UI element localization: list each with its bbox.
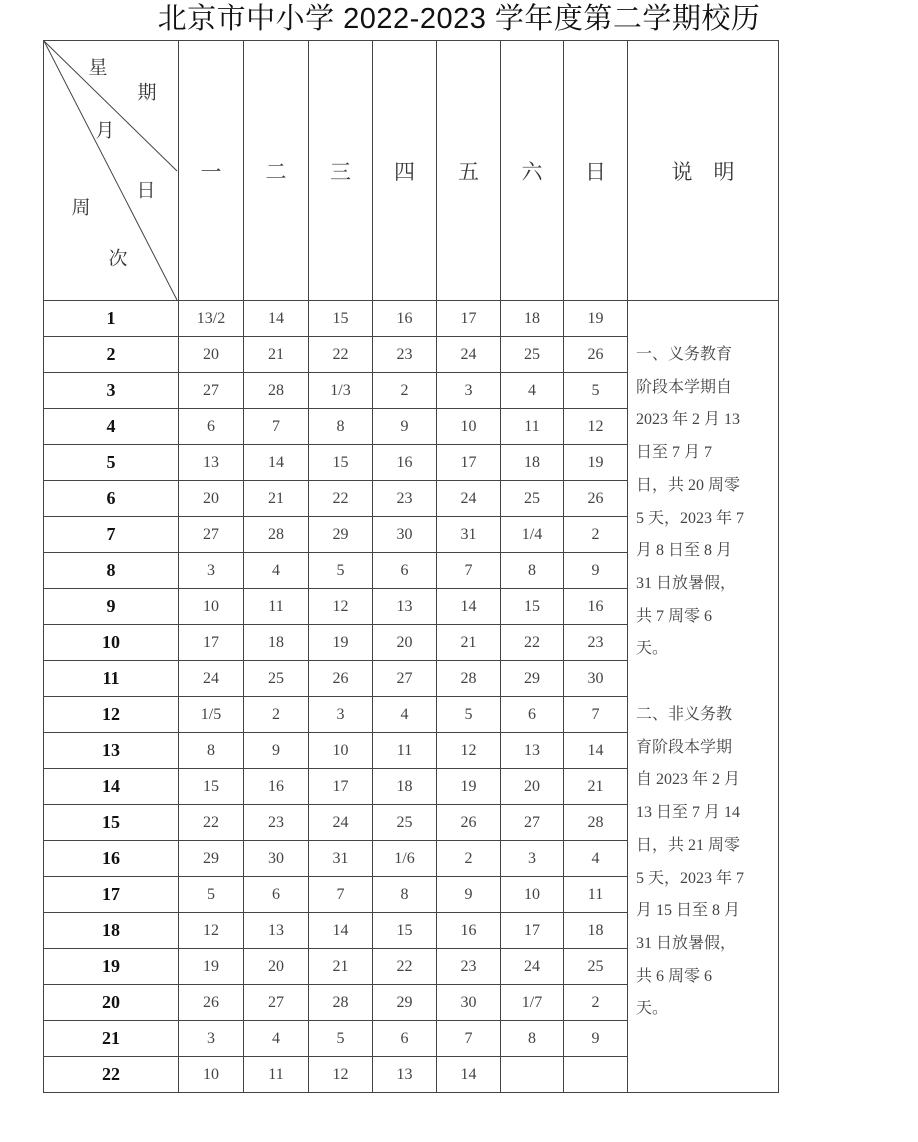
date-cell: 22 xyxy=(179,805,244,841)
date-cell: 20 xyxy=(244,949,309,985)
date-cell: 24 xyxy=(501,949,564,985)
date-cell: 5 xyxy=(564,373,628,409)
weekday-header-mon: 一 xyxy=(179,41,244,301)
date-cell: 16 xyxy=(373,445,437,481)
date-cell: 27 xyxy=(244,985,309,1021)
date-cell: 29 xyxy=(309,517,373,553)
date-cell: 13 xyxy=(244,913,309,949)
date-cell: 20 xyxy=(501,769,564,805)
date-cell: 24 xyxy=(179,661,244,697)
date-cell: 14 xyxy=(244,445,309,481)
date-cell: 30 xyxy=(564,661,628,697)
date-cell: 13 xyxy=(373,1057,437,1093)
date-cell: 2 xyxy=(564,517,628,553)
week-number: 8 xyxy=(44,553,179,589)
date-cell: 11 xyxy=(373,733,437,769)
date-cell: 19 xyxy=(437,769,501,805)
date-cell: 30 xyxy=(244,841,309,877)
note-line: 共 6 周零 6 xyxy=(636,967,713,985)
date-cell: 16 xyxy=(437,913,501,949)
date-cell: 23 xyxy=(437,949,501,985)
date-cell: 27 xyxy=(179,517,244,553)
date-cell: 17 xyxy=(179,625,244,661)
date-cell: 3 xyxy=(179,1021,244,1057)
school-calendar-table xyxy=(43,40,779,1093)
date-cell: 9 xyxy=(564,1021,628,1057)
date-cell: 12 xyxy=(564,409,628,445)
date-cell: 1/3 xyxy=(309,373,373,409)
date-cell: 21 xyxy=(309,949,373,985)
date-cell: 25 xyxy=(501,481,564,517)
date-cell: 19 xyxy=(179,949,244,985)
date-cell: 3 xyxy=(501,841,564,877)
note-line: 13 日至 7 月 14 xyxy=(636,804,741,822)
date-cell: 6 xyxy=(373,553,437,589)
date-cell: 28 xyxy=(244,373,309,409)
date-cell: 8 xyxy=(501,1021,564,1057)
weekday-header-thu: 四 xyxy=(373,41,437,301)
date-cell: 23 xyxy=(373,481,437,517)
weekday-header-tue: 二 xyxy=(244,41,309,301)
date-cell: 8 xyxy=(179,733,244,769)
date-cell: 20 xyxy=(179,337,244,373)
date-cell: 29 xyxy=(501,661,564,697)
date-cell: 10 xyxy=(179,589,244,625)
date-cell: 22 xyxy=(309,337,373,373)
date-cell: 27 xyxy=(373,661,437,697)
date-cell: 15 xyxy=(179,769,244,805)
date-cell: 10 xyxy=(501,877,564,913)
date-cell: 2 xyxy=(244,697,309,733)
date-cell: 16 xyxy=(564,589,628,625)
date-cell: 30 xyxy=(437,985,501,1021)
date-cell: 6 xyxy=(244,877,309,913)
date-cell: 3 xyxy=(179,553,244,589)
date-cell: 18 xyxy=(373,769,437,805)
week-number: 22 xyxy=(44,1057,179,1093)
date-cell: 25 xyxy=(501,337,564,373)
date-cell: 22 xyxy=(373,949,437,985)
date-cell: 28 xyxy=(437,661,501,697)
date-cell: 31 xyxy=(437,517,501,553)
date-cell: 11 xyxy=(244,589,309,625)
date-cell: 4 xyxy=(244,1021,309,1057)
date-cell: 28 xyxy=(244,517,309,553)
note-line: 天。 xyxy=(636,640,669,658)
date-cell: 26 xyxy=(564,337,628,373)
date-cell: 4 xyxy=(244,553,309,589)
note-line: 日，共 20 周零 xyxy=(636,476,741,494)
date-cell: 24 xyxy=(309,805,373,841)
corner-label-ci: 次 xyxy=(108,248,128,270)
date-cell: 23 xyxy=(373,337,437,373)
date-cell: 1/5 xyxy=(179,697,244,733)
date-cell: 18 xyxy=(501,301,564,337)
date-cell: 5 xyxy=(309,553,373,589)
date-cell: 7 xyxy=(437,553,501,589)
date-cell: 15 xyxy=(309,445,373,481)
date-cell: 15 xyxy=(373,913,437,949)
week-number: 3 xyxy=(44,373,179,409)
date-cell: 23 xyxy=(244,805,309,841)
date-cell: 1/6 xyxy=(373,841,437,877)
weekday-header-sat: 六 xyxy=(501,41,564,301)
date-cell: 28 xyxy=(309,985,373,1021)
date-cell: 13 xyxy=(501,733,564,769)
date-cell: 16 xyxy=(373,301,437,337)
note-line: 自 2023 年 2 月 xyxy=(636,771,741,789)
week-number: 7 xyxy=(44,517,179,553)
date-cell: 15 xyxy=(309,301,373,337)
date-cell: 14 xyxy=(437,589,501,625)
date-cell: 10 xyxy=(437,409,501,445)
week-number: 4 xyxy=(44,409,179,445)
date-cell: 14 xyxy=(309,913,373,949)
week-number: 13 xyxy=(44,733,179,769)
date-cell: 11 xyxy=(244,1057,309,1093)
date-cell: 10 xyxy=(179,1057,244,1093)
date-cell xyxy=(564,1057,628,1093)
week-number: 10 xyxy=(44,625,179,661)
date-cell: 4 xyxy=(373,697,437,733)
date-cell: 18 xyxy=(244,625,309,661)
date-cell: 1/7 xyxy=(501,985,564,1021)
date-cell: 26 xyxy=(179,985,244,1021)
date-cell: 12 xyxy=(309,589,373,625)
note-compulsory xyxy=(636,339,778,666)
note-line: 育阶段本学期 xyxy=(636,738,733,756)
week-number: 21 xyxy=(44,1021,179,1057)
note-line: 日至 7 月 7 xyxy=(636,444,713,462)
date-cell: 17 xyxy=(437,445,501,481)
note-line: 31 日放暑假， xyxy=(636,574,737,592)
date-cell: 6 xyxy=(501,697,564,733)
date-cell: 13/2 xyxy=(179,301,244,337)
note-line: 日，共 21 周零 xyxy=(636,836,741,854)
date-cell: 27 xyxy=(501,805,564,841)
date-cell: 4 xyxy=(501,373,564,409)
date-cell: 16 xyxy=(244,769,309,805)
note-line: 5 天，2023 年 7 xyxy=(636,509,745,527)
note-line: 二、非义务教 xyxy=(636,706,733,724)
date-cell: 2 xyxy=(437,841,501,877)
date-cell: 6 xyxy=(373,1021,437,1057)
date-cell: 9 xyxy=(437,877,501,913)
date-cell: 7 xyxy=(309,877,373,913)
note-line: 月 8 日至 8 月 xyxy=(636,542,733,560)
date-cell xyxy=(501,1057,564,1093)
date-cell: 22 xyxy=(309,481,373,517)
date-cell: 24 xyxy=(437,337,501,373)
date-cell: 17 xyxy=(501,913,564,949)
date-cell: 30 xyxy=(373,517,437,553)
corner-label-xing: 星 xyxy=(88,57,108,79)
date-cell: 25 xyxy=(373,805,437,841)
note-line: 一、义务教育 xyxy=(636,346,733,363)
date-cell: 19 xyxy=(309,625,373,661)
date-cell: 18 xyxy=(564,913,628,949)
week-number: 16 xyxy=(44,841,179,877)
date-cell: 12 xyxy=(309,1057,373,1093)
date-cell: 19 xyxy=(564,301,628,337)
week-number: 19 xyxy=(44,949,179,985)
date-cell: 25 xyxy=(564,949,628,985)
date-cell: 22 xyxy=(501,625,564,661)
date-cell: 1/4 xyxy=(501,517,564,553)
date-cell: 12 xyxy=(437,733,501,769)
corner-label-ri: 日 xyxy=(136,180,156,202)
corner-header-cell xyxy=(44,41,179,301)
week-number: 12 xyxy=(44,697,179,733)
weekday-header-sun: 日 xyxy=(564,41,628,301)
date-cell: 13 xyxy=(179,445,244,481)
date-cell: 14 xyxy=(564,733,628,769)
notes-cell xyxy=(628,301,779,1093)
date-cell: 14 xyxy=(437,1057,501,1093)
week-number: 15 xyxy=(44,805,179,841)
week-number: 9 xyxy=(44,589,179,625)
date-cell: 8 xyxy=(501,553,564,589)
date-cell: 7 xyxy=(244,409,309,445)
date-cell: 3 xyxy=(309,697,373,733)
corner-label-qi: 期 xyxy=(137,82,157,104)
date-cell: 15 xyxy=(501,589,564,625)
date-cell: 28 xyxy=(564,805,628,841)
date-cell: 9 xyxy=(244,733,309,769)
week-number: 1 xyxy=(44,301,179,337)
week-number: 14 xyxy=(44,769,179,805)
page-title: 北京市中小学 2022-2023 学年度第二学期校历 xyxy=(157,3,761,35)
week-number: 5 xyxy=(44,445,179,481)
date-cell: 21 xyxy=(244,481,309,517)
note-line: 2023 年 2 月 13 xyxy=(636,411,741,429)
note-non-compulsory xyxy=(636,699,778,1026)
date-cell: 29 xyxy=(179,841,244,877)
week-number: 6 xyxy=(44,481,179,517)
week-number: 11 xyxy=(44,661,179,697)
date-cell: 9 xyxy=(373,409,437,445)
date-cell: 5 xyxy=(179,877,244,913)
note-line: 阶段本学期自 xyxy=(636,378,733,396)
date-cell: 2 xyxy=(373,373,437,409)
date-cell: 21 xyxy=(564,769,628,805)
date-cell: 11 xyxy=(564,877,628,913)
date-cell: 4 xyxy=(564,841,628,877)
week-number: 20 xyxy=(44,985,179,1021)
week-row xyxy=(44,301,779,337)
date-cell: 17 xyxy=(309,769,373,805)
note-line: 31 日放暑假， xyxy=(636,934,737,952)
date-cell: 26 xyxy=(564,481,628,517)
corner-label-yue: 月 xyxy=(95,120,115,142)
date-cell: 17 xyxy=(437,301,501,337)
date-cell: 5 xyxy=(309,1021,373,1057)
date-cell: 6 xyxy=(179,409,244,445)
date-cell: 10 xyxy=(309,733,373,769)
date-cell: 7 xyxy=(437,1021,501,1057)
note-line: 天。 xyxy=(636,1000,669,1018)
date-cell: 8 xyxy=(309,409,373,445)
date-cell: 26 xyxy=(437,805,501,841)
note-line: 共 7 周零 6 xyxy=(636,607,713,625)
date-cell: 20 xyxy=(179,481,244,517)
week-number: 2 xyxy=(44,337,179,373)
header-row xyxy=(44,41,779,301)
date-cell: 18 xyxy=(501,445,564,481)
weekday-header-wed: 三 xyxy=(309,41,373,301)
date-cell: 29 xyxy=(373,985,437,1021)
week-number: 18 xyxy=(44,913,179,949)
date-cell: 2 xyxy=(564,985,628,1021)
date-cell: 23 xyxy=(564,625,628,661)
week-number: 17 xyxy=(44,877,179,913)
date-cell: 25 xyxy=(244,661,309,697)
weekday-header-fri: 五 xyxy=(437,41,501,301)
date-cell: 20 xyxy=(373,625,437,661)
corner-label-zhou: 周 xyxy=(71,197,91,219)
note-line: 月 15 日至 8 月 xyxy=(636,902,741,920)
date-cell: 14 xyxy=(244,301,309,337)
note-line: 5 天，2023 年 7 xyxy=(636,869,745,887)
date-cell: 27 xyxy=(179,373,244,409)
date-cell: 3 xyxy=(437,373,501,409)
date-cell: 19 xyxy=(564,445,628,481)
date-cell: 11 xyxy=(501,409,564,445)
date-cell: 21 xyxy=(437,625,501,661)
notes-header: 说 明 xyxy=(628,41,779,301)
date-cell: 12 xyxy=(179,913,244,949)
date-cell: 8 xyxy=(373,877,437,913)
date-cell: 31 xyxy=(309,841,373,877)
date-cell: 9 xyxy=(564,553,628,589)
date-cell: 21 xyxy=(244,337,309,373)
date-cell: 26 xyxy=(309,661,373,697)
date-cell: 5 xyxy=(437,697,501,733)
date-cell: 13 xyxy=(373,589,437,625)
date-cell: 7 xyxy=(564,697,628,733)
date-cell: 24 xyxy=(437,481,501,517)
